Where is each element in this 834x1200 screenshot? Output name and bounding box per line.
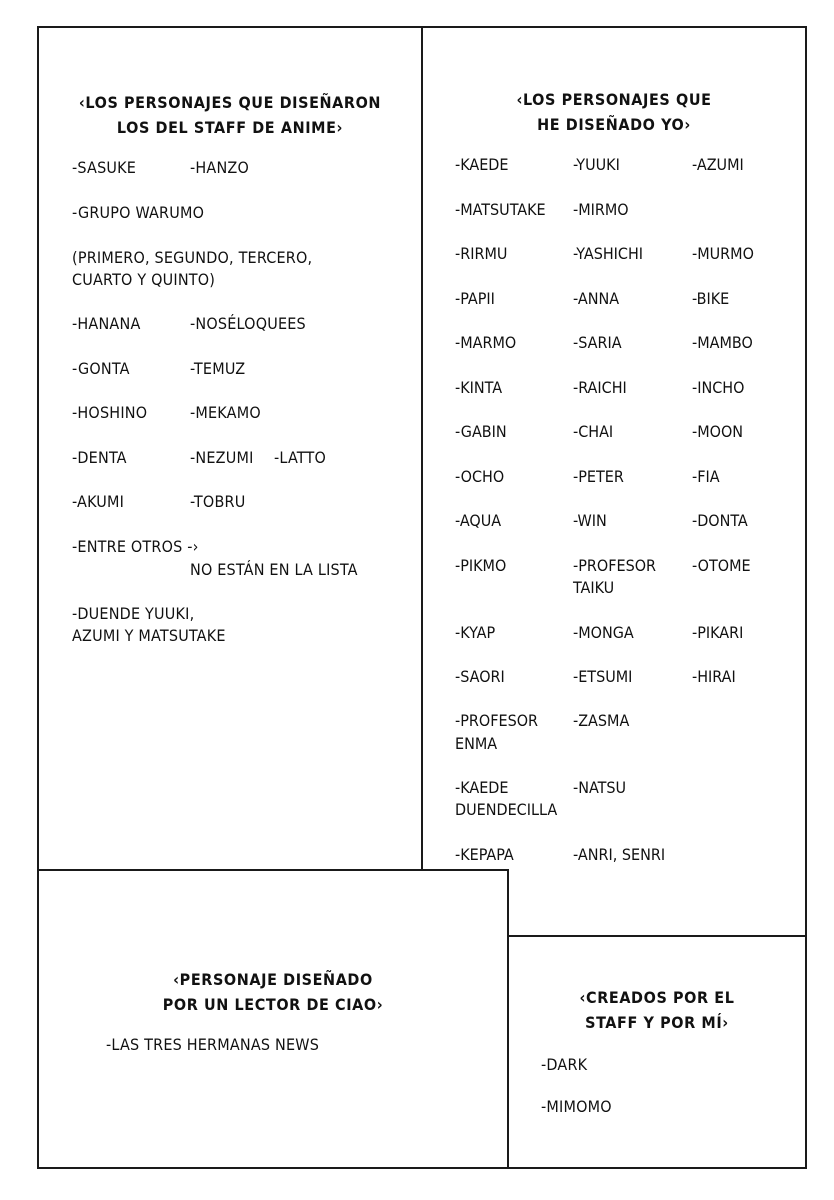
- author-character: -PETER: [573, 467, 624, 486]
- author-character: -KEPAPA: [455, 845, 514, 864]
- author-character: -KINTA: [455, 378, 503, 397]
- author-character: -HIRAI: [692, 667, 736, 686]
- staff-and-me-item: -MIMOMO: [541, 1097, 612, 1116]
- author-character: -CHAI: [573, 422, 614, 441]
- reader-heading: [37, 967, 509, 1017]
- author-character: -DONTA: [692, 511, 748, 530]
- author-character: -OCHO: [455, 467, 505, 486]
- list-item: -NOSÉLOQUEES: [190, 314, 306, 333]
- list-item: -GONTA: [72, 359, 130, 378]
- anime-staff-heading: [37, 90, 423, 140]
- author-character: -GABIN: [455, 422, 507, 441]
- list-item: -LATTO: [274, 448, 327, 467]
- list-item: -GRUPO WARUMO: [72, 203, 205, 222]
- list-note: CUARTO Y QUINTO): [72, 270, 216, 289]
- reader-heading-line1: ‹PERSONAJE DISEÑADO: [173, 970, 373, 989]
- author-character: -PIKMO: [455, 556, 507, 575]
- author-character: -ETSUMI: [573, 667, 633, 686]
- author-character: -INCHO: [692, 378, 745, 397]
- list-item: -SASUKE: [72, 158, 137, 177]
- anime-staff-heading-line2: LOS DEL STAFF DE ANIME›: [116, 118, 344, 137]
- list-item: -NEZUMI: [190, 448, 254, 467]
- author-character: -MAMBO: [692, 333, 753, 352]
- staff-and-me-heading: [507, 985, 807, 1035]
- author-heading-line1: ‹LOS PERSONAJES QUE: [516, 90, 712, 109]
- list-item: -HOSHINO: [72, 403, 148, 422]
- author-character: -AQUA: [455, 511, 502, 530]
- author-character: -YASHICHI: [573, 244, 644, 263]
- author-character: -WIN: [573, 511, 607, 530]
- list-item: -TOBRU: [190, 492, 246, 511]
- panel-reader: [37, 869, 509, 1169]
- author-character: -BIKE: [692, 289, 730, 308]
- author-character: -PAPII: [455, 289, 495, 308]
- list-item: -DENTA: [72, 448, 127, 467]
- author-character: -MURMO: [692, 244, 754, 263]
- list-item: -TEMUZ: [190, 359, 246, 378]
- author-character: -OTOME: [692, 556, 751, 575]
- list-item: -HANANA: [72, 314, 141, 333]
- author-heading: [421, 87, 807, 137]
- list-note: (PRIMERO, SEGUNDO, TERCERO,: [72, 248, 313, 267]
- author-character: -RAICHI: [573, 378, 627, 397]
- duende-note-line2: AZUMI Y MATSUTAKE: [72, 626, 226, 645]
- author-character: -MATSUTAKE: [455, 200, 546, 219]
- author-character: ENMA: [455, 734, 498, 753]
- staff-and-me-heading-line2: STAFF Y POR MÍ›: [585, 1013, 729, 1032]
- author-character: -AZUMI: [692, 155, 744, 174]
- author-character: -PIKARI: [692, 623, 744, 642]
- author-character: -KAEDE: [455, 778, 509, 797]
- author-character: -ANRI, SENRI: [573, 845, 666, 864]
- author-heading-line2: HE DISEÑADO YO›: [537, 115, 691, 134]
- author-character: -KYAP: [455, 623, 496, 642]
- author-character: -MOON: [692, 422, 744, 441]
- author-character: -RIRMU: [455, 244, 508, 263]
- author-character: -MONGA: [573, 623, 634, 642]
- author-character: -MIRMO: [573, 200, 629, 219]
- author-character: -MARMO: [455, 333, 517, 352]
- anime-staff-heading-line1: ‹LOS PERSONAJES QUE DISEÑARON: [78, 93, 382, 112]
- author-character: -FIA: [692, 467, 720, 486]
- no-estan-note: NO ESTÁN EN LA LISTA: [190, 560, 358, 579]
- list-item: -MEKAMO: [190, 403, 261, 422]
- author-character: -SARIA: [573, 333, 622, 352]
- reader-item: -LAS TRES HERMANAS NEWS: [106, 1035, 320, 1054]
- author-character: -YUUKI: [573, 155, 620, 174]
- author-character: -SAORI: [455, 667, 505, 686]
- list-item: -HANZO: [190, 158, 250, 177]
- author-character: DUENDECILLA: [455, 800, 558, 819]
- staff-and-me-item: -DARK: [541, 1055, 588, 1074]
- reader-heading-line2: POR UN LECTOR DE CIAO›: [162, 995, 384, 1014]
- author-character: -PROFESOR: [455, 711, 539, 730]
- duende-note-line1: -DUENDE YUUKI,: [72, 604, 195, 623]
- author-character: -PROFESOR: [573, 556, 657, 575]
- author-character: TAIKU: [573, 578, 615, 597]
- author-character: -NATSU: [573, 778, 627, 797]
- list-item: -AKUMI: [72, 492, 125, 511]
- entre-otros-note: -ENTRE OTROS -›: [72, 537, 199, 556]
- staff-and-me-heading-line1: ‹CREADOS POR EL: [579, 988, 735, 1007]
- author-character: -KAEDE: [455, 155, 509, 174]
- author-character: -ZASMA: [573, 711, 630, 730]
- panel-staff-and-me: [507, 935, 807, 1169]
- author-character: -ANNA: [573, 289, 620, 308]
